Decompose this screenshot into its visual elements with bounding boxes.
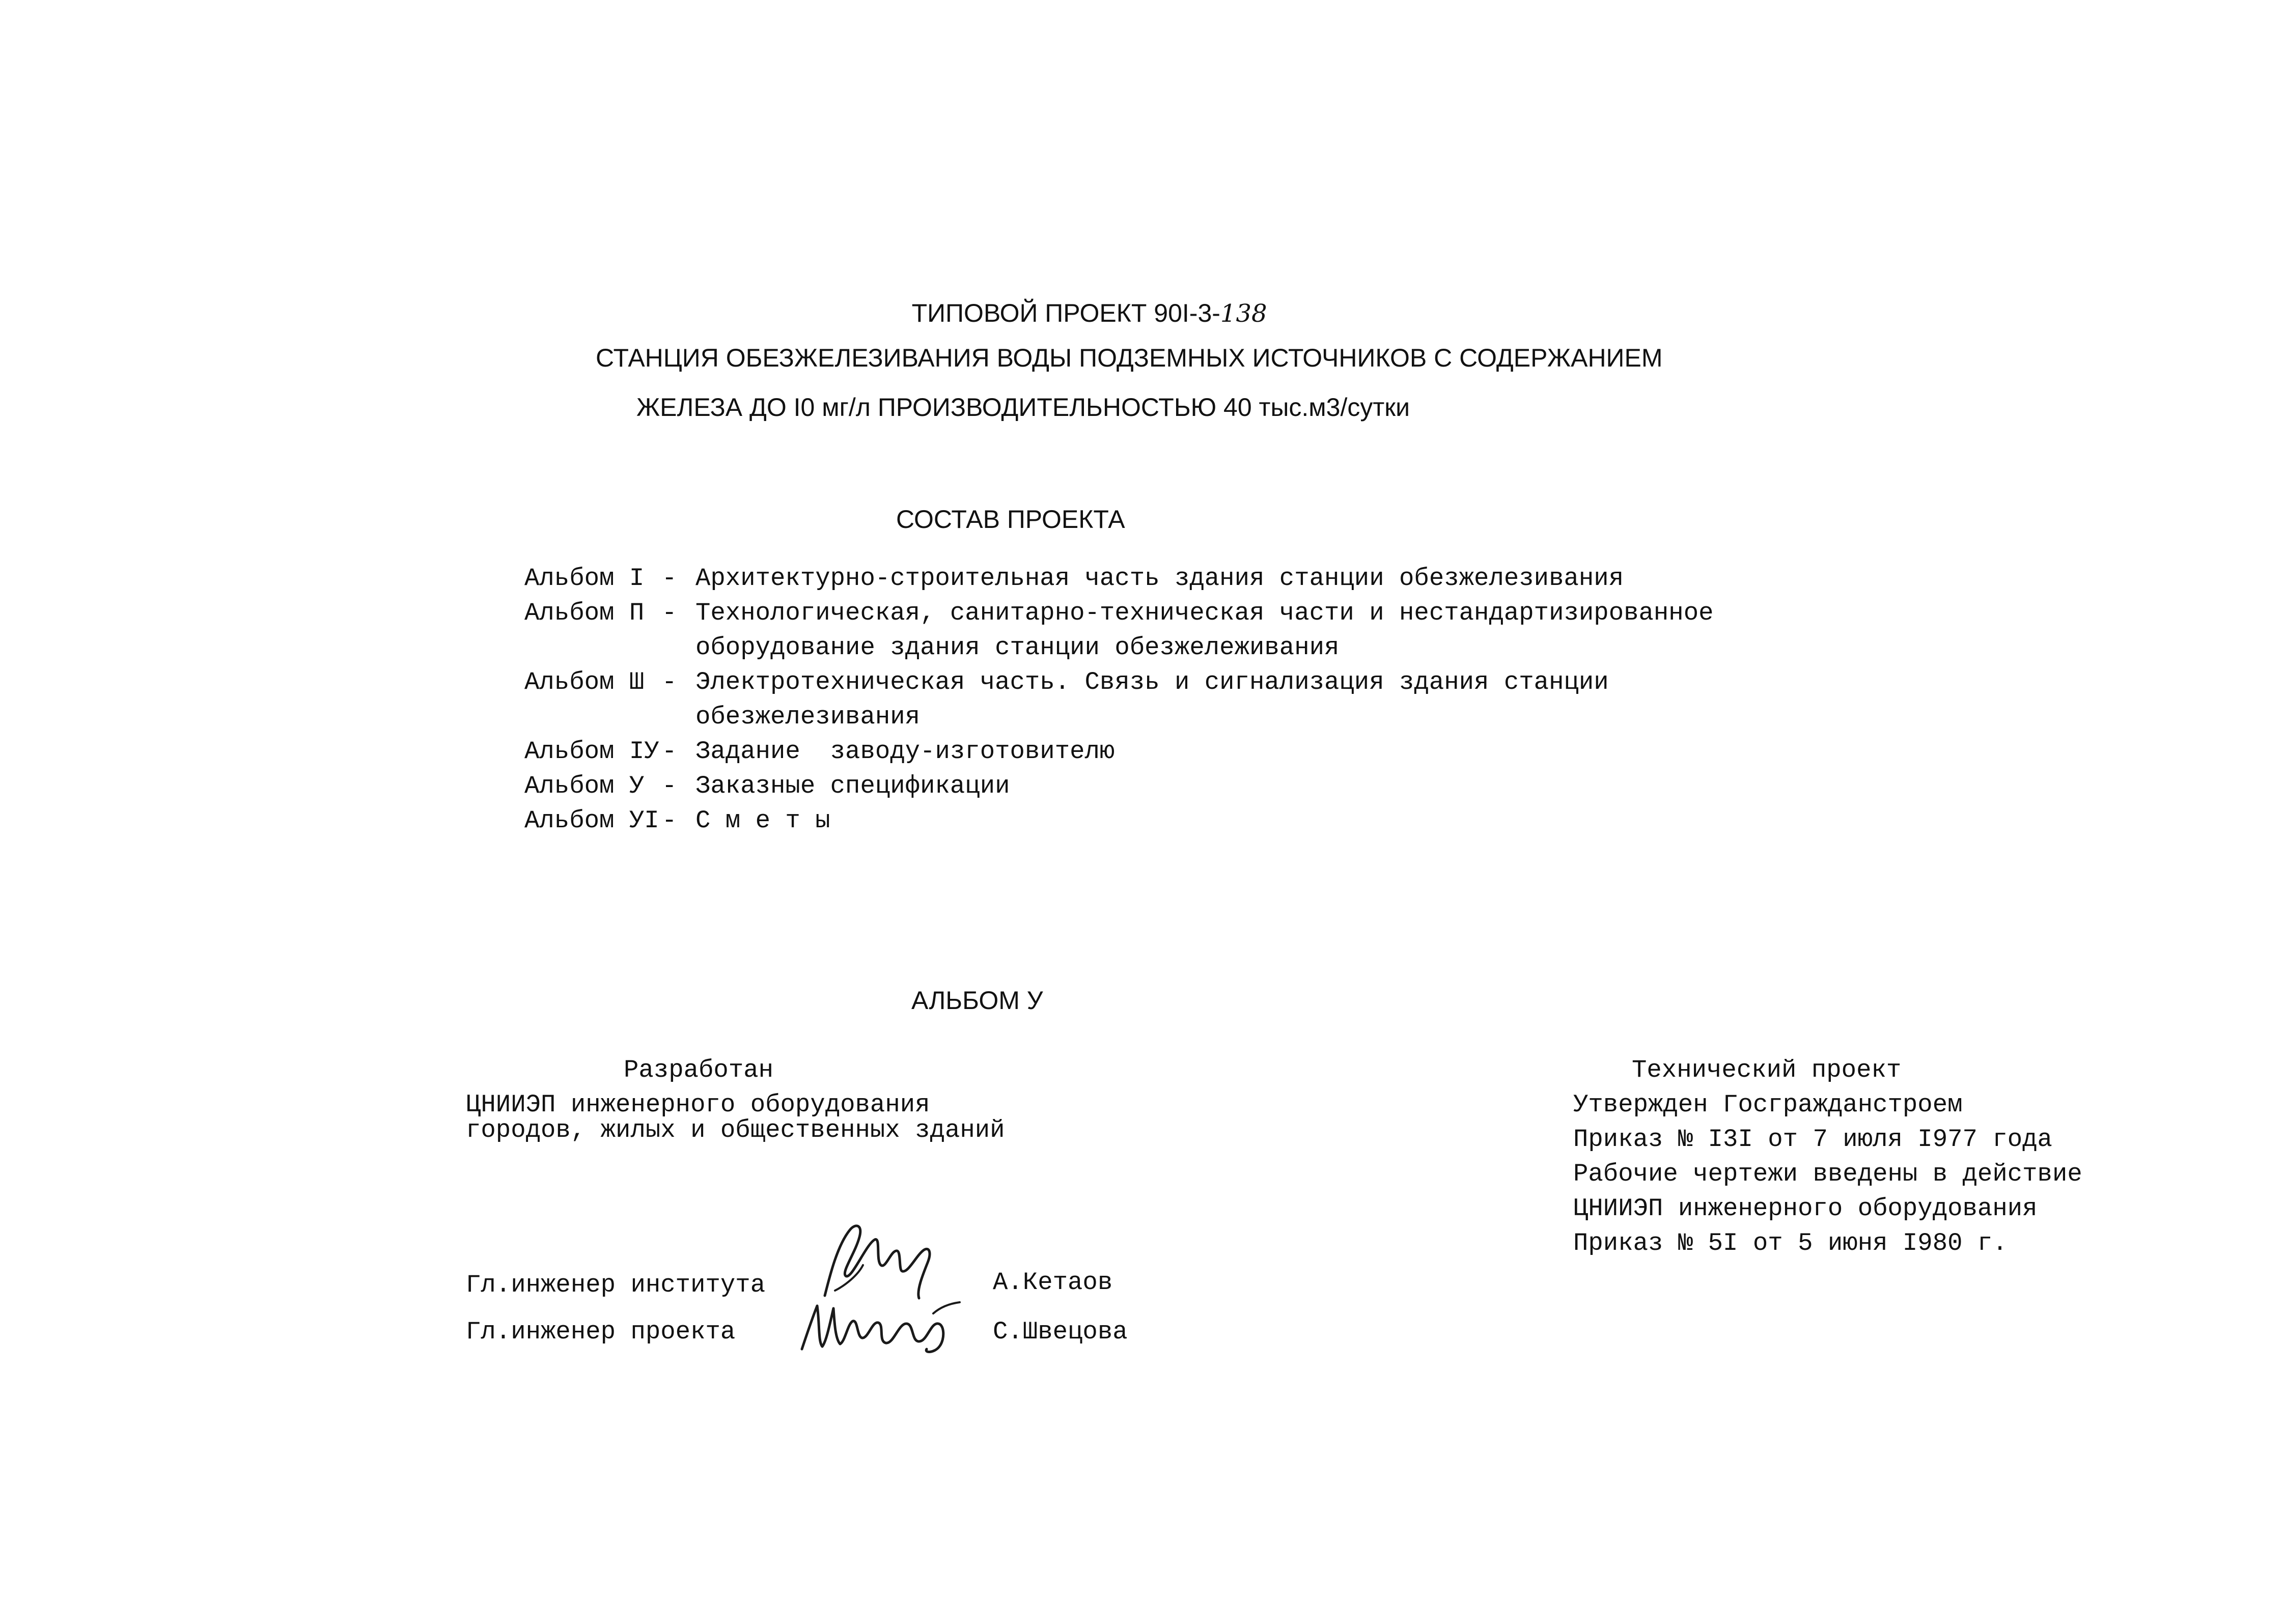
album-2-dash: - — [662, 599, 677, 627]
project-number-handwritten: 138 — [1220, 299, 1267, 328]
project-number-line — [883, 275, 1267, 351]
album-1-text: Архитектурно-строительная часть здания станции обезжелезивания — [695, 564, 1624, 593]
approval-line-6: Приказ № 5I от 5 июня I980 г. — [1573, 1229, 2008, 1257]
title-line-2: ЖЕЛЕЗА ДО I0 мг/л ПРОИЗВОДИТЕЛЬНОСТЬЮ 40 тыс.м3/сутки — [636, 393, 1410, 422]
album-1-dash: - — [662, 564, 677, 593]
developed-org-line-2: городов, жилых и общественных зданий — [466, 1116, 1005, 1144]
album-4-dash: - — [662, 737, 677, 766]
album-3-text-1: Электротехническая часть. Связь и сигнализация здания станции — [695, 668, 1609, 696]
album-5-label: Альбом У — [524, 772, 645, 800]
signature-name-2: С.Швецова — [993, 1318, 1128, 1346]
album-3-text-2: обезжелезивания — [695, 703, 921, 731]
album-2-text-2: оборудование здания станции обезжележивания — [695, 633, 1340, 662]
approval-line-1: Технический проект — [1632, 1056, 1902, 1084]
album-3-dash: - — [662, 668, 677, 696]
signature-role-1: Гл.инженер института — [466, 1271, 766, 1299]
album-6-text: С м е т ы — [695, 806, 830, 835]
signature-mark-chief-engineer-project — [797, 1293, 965, 1359]
album-title: АЛЬБОМ У — [911, 986, 1043, 1015]
album-2-text-1: Технологическая, санитарно-техническая части и нестандартизированное — [695, 599, 1714, 627]
album-3-label: Альбом Ш — [524, 668, 645, 696]
approval-line-2: Утвержден Госгражданстроем — [1573, 1090, 1963, 1119]
album-1-label: Альбом I — [524, 564, 645, 593]
signature-name-1: А.Кетаов — [993, 1268, 1113, 1297]
title-line-1: СТАНЦИЯ ОБЕЗЖЕЛЕЗИВАНИЯ ВОДЫ ПОДЗЕМНЫХ ИСТОЧНИКОВ С СОДЕРЖАНИЕМ — [596, 344, 1663, 372]
approval-line-3: Приказ № I3I от 7 июля I977 года — [1573, 1125, 2052, 1154]
album-6-dash: - — [662, 806, 677, 835]
album-5-text: Заказные спецификации — [695, 772, 1010, 800]
album-6-label: Альбом УI — [524, 806, 659, 835]
approval-line-5: ЦНИИЭП инженерного оборудования — [1573, 1194, 2038, 1223]
signature-role-2: Гл.инженер проекта — [466, 1318, 736, 1346]
approval-line-4: Рабочие чертежи введены в действие — [1573, 1160, 2082, 1188]
album-4-text: Задание заводу-изготовителю — [695, 737, 1115, 766]
developed-org-line-1: ЦНИИЭП инженерного оборудования — [466, 1090, 930, 1119]
album-2-label: Альбом П — [524, 599, 645, 627]
developed-heading: Разработан — [624, 1056, 774, 1084]
album-5-dash: - — [662, 772, 677, 800]
project-prefix: ТИПОВОЙ ПРОЕКТ 90I-3- — [911, 299, 1220, 327]
album-4-label: Альбом IУ — [524, 737, 659, 766]
composition-heading: СОСТАВ ПРОЕКТА — [896, 505, 1125, 534]
